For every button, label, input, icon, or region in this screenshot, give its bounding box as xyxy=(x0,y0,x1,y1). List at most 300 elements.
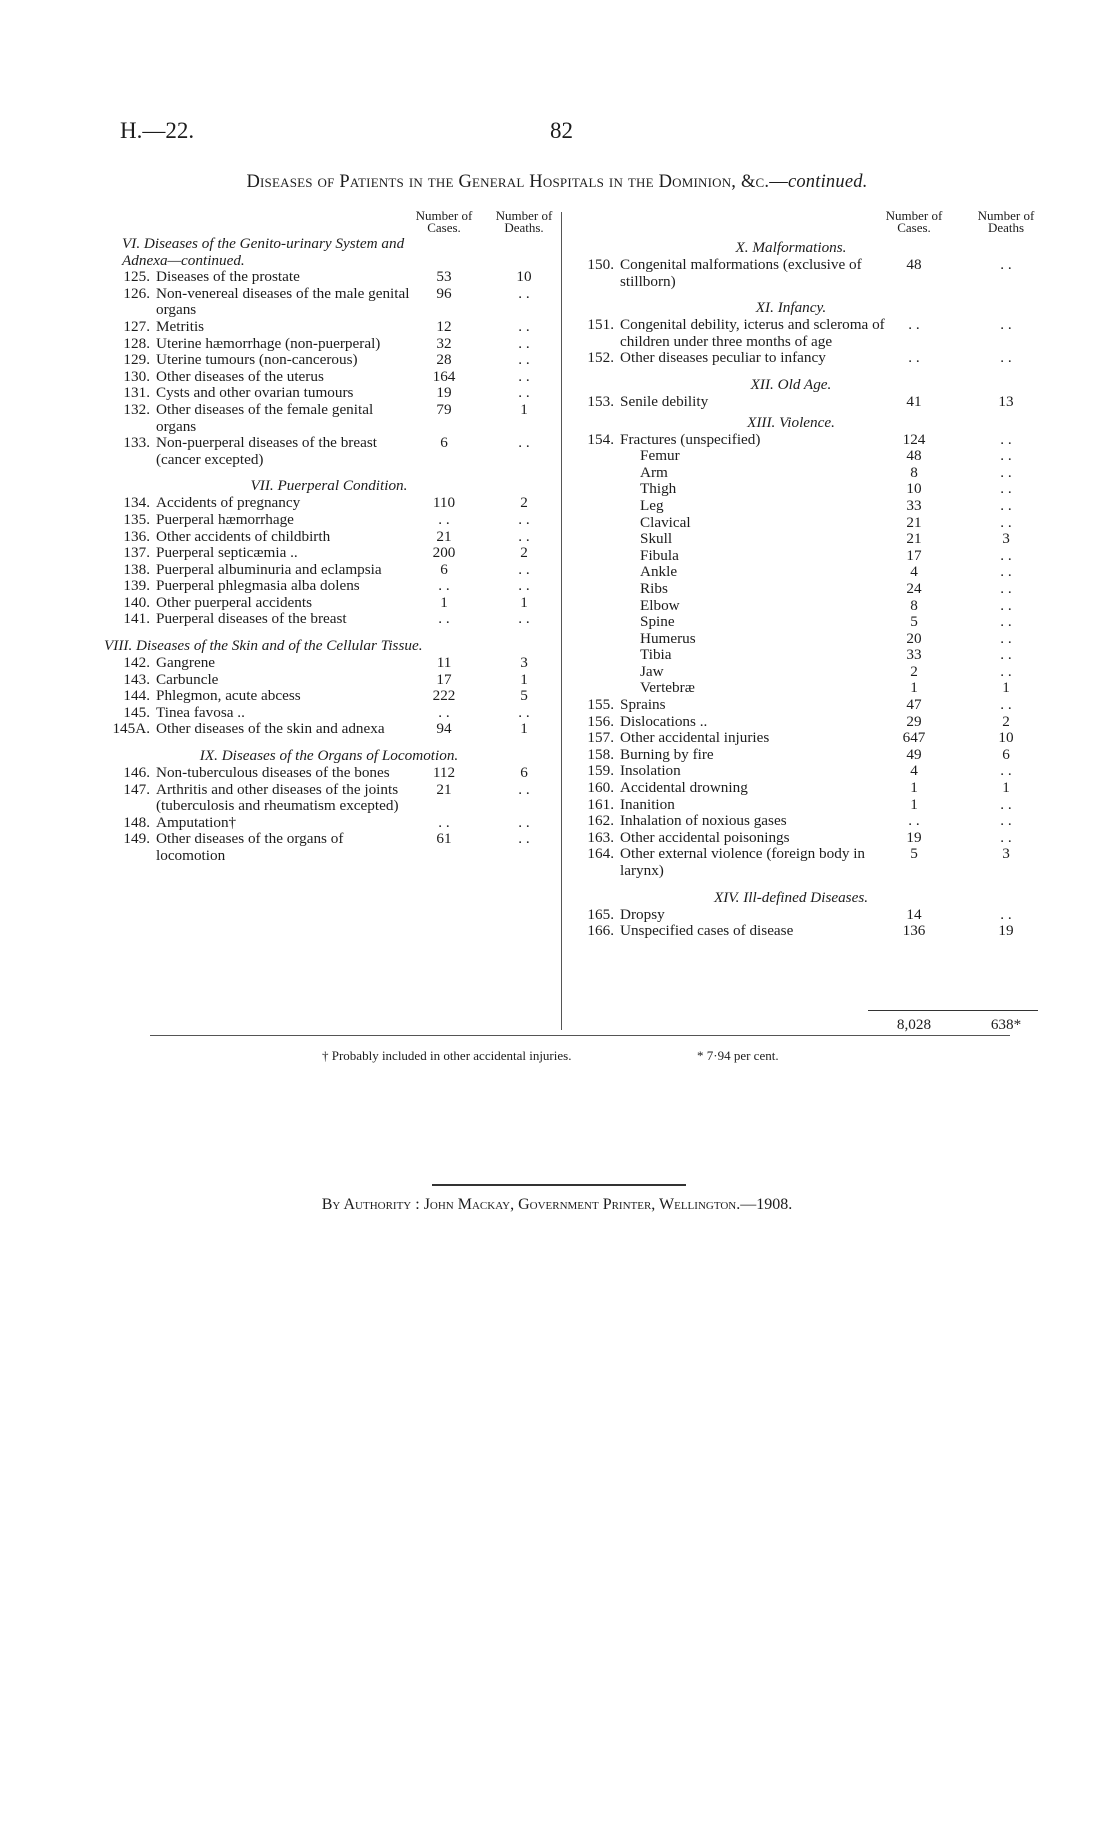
row-label: Non-puerperal diseases of the breast (cancer excepted) xyxy=(156,434,377,468)
deaths-value: 19 xyxy=(998,922,1014,940)
row-label: Humerus xyxy=(640,629,696,647)
deaths-value: . . xyxy=(518,703,530,721)
row-number: 144. xyxy=(123,687,150,705)
row-label: Carbuncle xyxy=(156,670,219,688)
row-number: 126. xyxy=(123,284,150,302)
section-title: VII. Puerperal Condition. xyxy=(250,477,408,495)
cases-value: 8 xyxy=(910,596,918,614)
cases-value: 96 xyxy=(436,284,452,302)
row-label: Non-venereal diseases of the male genital organs xyxy=(156,284,410,319)
row-label: Skull xyxy=(640,530,673,548)
cases-value: . . xyxy=(438,610,450,628)
row-number: 156. xyxy=(587,712,614,730)
section-rows xyxy=(104,655,554,738)
deaths-value: . . xyxy=(1000,762,1012,780)
table-row xyxy=(568,581,1014,598)
deaths-value: 2 xyxy=(520,494,528,512)
table-row xyxy=(568,780,1014,797)
row-label: Leg xyxy=(640,496,664,514)
cases-value: 12 xyxy=(436,317,452,335)
deaths-value: . . xyxy=(1000,646,1012,664)
row-number: 125. xyxy=(123,268,150,286)
left-column-header xyxy=(104,210,554,256)
table-row xyxy=(104,765,554,782)
table-row xyxy=(568,465,1014,482)
table-row xyxy=(104,385,554,402)
cases-value: 28 xyxy=(436,351,452,369)
table-row xyxy=(104,672,554,689)
deaths-value: . . xyxy=(518,351,530,369)
cases-value: 110 xyxy=(432,494,456,512)
table-row xyxy=(104,286,554,319)
deaths-value: . . xyxy=(1000,563,1012,581)
row-label: Spine xyxy=(640,613,675,631)
deaths-value: . . xyxy=(1000,828,1012,846)
table-row xyxy=(104,595,554,612)
row-number: 149. xyxy=(123,830,150,848)
cases-value: 5 xyxy=(910,845,918,863)
deaths-value: . . xyxy=(518,780,530,798)
deaths-value: . . xyxy=(1000,579,1012,597)
row-number: 155. xyxy=(587,696,614,714)
table-row xyxy=(104,435,554,468)
table-row xyxy=(568,614,1014,631)
deaths-value: . . xyxy=(518,334,530,352)
row-label: Vertebræ xyxy=(640,679,695,697)
row-number: 145A. xyxy=(112,720,150,738)
row-label: Other diseases of the skin and adnexa xyxy=(156,720,385,738)
row-label: Burning by fire xyxy=(620,745,714,763)
table-row xyxy=(568,830,1014,847)
table-row xyxy=(568,448,1014,465)
deaths-value: 1 xyxy=(520,400,528,418)
section-rows xyxy=(104,765,554,865)
row-number: 159. xyxy=(587,762,614,780)
cases-value: 8 xyxy=(910,463,918,481)
row-label: Other diseases of the organs of locomotion xyxy=(156,830,344,864)
table-row xyxy=(104,578,554,595)
table-row xyxy=(104,815,554,832)
section-title: VI. Diseases of the Genito-urinary System and Adnexa—continued. xyxy=(122,235,405,269)
deaths-value: . . xyxy=(1000,496,1012,514)
deaths-value: . . xyxy=(1000,662,1012,680)
deaths-value: . . xyxy=(518,560,530,578)
cases-value: 11 xyxy=(436,654,452,672)
cases-header: Number of Cases. xyxy=(885,208,943,236)
row-number: 138. xyxy=(123,560,150,578)
deaths-value: 1 xyxy=(1002,679,1010,697)
cases-value: 5 xyxy=(910,613,918,631)
deaths-value: 10 xyxy=(516,268,532,286)
row-number: 137. xyxy=(123,544,150,562)
row-label: Other accidental injuries xyxy=(620,729,770,747)
table-row xyxy=(568,763,1014,780)
deaths-value: 3 xyxy=(520,654,528,672)
deaths-value: 5 xyxy=(520,687,528,705)
row-number: 164. xyxy=(587,845,614,863)
section-title: XIV. Ill-defined Diseases. xyxy=(713,888,869,906)
section-rows xyxy=(568,394,1014,411)
cases-value: . . xyxy=(908,812,920,830)
table-row xyxy=(104,402,554,435)
deaths-header: Number of Deaths xyxy=(977,208,1035,236)
row-label: Ankle xyxy=(640,563,678,581)
row-number: 139. xyxy=(123,577,150,595)
deaths-value: 13 xyxy=(998,392,1014,410)
deaths-value: 2 xyxy=(520,544,528,562)
deaths-value: . . xyxy=(1000,256,1012,273)
row-number: 148. xyxy=(123,813,150,831)
deaths-value: . . xyxy=(518,510,530,528)
row-label: Other diseases peculiar to infancy xyxy=(620,349,826,367)
table-row xyxy=(104,495,554,512)
row-label: Clavical xyxy=(640,513,691,531)
row-label: Inhalation of noxious gases xyxy=(620,812,787,830)
row-number: 130. xyxy=(123,367,150,385)
row-number: 163. xyxy=(587,828,614,846)
section-rows xyxy=(104,269,554,468)
deaths-value: . . xyxy=(518,284,530,302)
left-column xyxy=(104,210,554,865)
table-row xyxy=(104,369,554,386)
column-divider xyxy=(561,212,562,1030)
table-row xyxy=(568,697,1014,714)
deaths-value: . . xyxy=(1000,480,1012,498)
row-label: Elbow xyxy=(640,596,680,614)
row-label: Accidental drowning xyxy=(620,779,748,797)
deaths-value: . . xyxy=(1000,546,1012,564)
deaths-value: . . xyxy=(1000,316,1012,334)
row-number: 151. xyxy=(587,316,614,334)
deaths-value: . . xyxy=(518,367,530,385)
deaths-value: . . xyxy=(518,434,530,452)
row-number: 142. xyxy=(123,654,150,672)
deaths-value: . . xyxy=(1000,513,1012,531)
table-row xyxy=(568,515,1014,532)
deaths-value: 1 xyxy=(520,593,528,611)
section-rows xyxy=(568,257,1014,290)
cases-value: 20 xyxy=(906,629,922,647)
row-label: Diseases of the prostate xyxy=(156,268,300,286)
deaths-value: . . xyxy=(1000,596,1012,614)
row-label: Puerperal hæmorrhage xyxy=(156,510,294,528)
row-number: 166. xyxy=(587,922,614,940)
deaths-value: . . xyxy=(518,384,530,402)
table-row xyxy=(104,721,554,738)
row-number: 165. xyxy=(587,905,614,923)
deaths-value: 3 xyxy=(1002,845,1010,863)
row-label: Tibia xyxy=(640,646,672,664)
section-title: XII. Old Age. xyxy=(750,375,832,393)
table-row xyxy=(104,655,554,672)
title-main: Diseases of Patients in the General Hospitals in the Dominion, &c.— xyxy=(246,172,788,192)
deaths-value: . . xyxy=(1000,430,1012,448)
right-column xyxy=(568,208,1035,940)
deaths-value: . . xyxy=(1000,613,1012,631)
section-rows xyxy=(104,495,554,628)
row-label: Thigh xyxy=(640,480,677,498)
row-number: 160. xyxy=(587,779,614,797)
cases-value: . . xyxy=(908,349,920,367)
row-label: Puerperal diseases of the breast xyxy=(156,610,347,628)
deaths-value: . . xyxy=(1000,349,1012,367)
table-row xyxy=(568,714,1014,731)
table-row xyxy=(568,394,1014,411)
cases-value: 112 xyxy=(432,764,456,782)
cases-value: . . xyxy=(438,703,450,721)
deaths-value: . . xyxy=(1000,629,1012,647)
table-row xyxy=(568,631,1014,648)
cases-value: 21 xyxy=(436,527,452,545)
row-label: Fibula xyxy=(640,546,679,564)
table-row xyxy=(568,680,1014,697)
row-label: Arm xyxy=(640,463,668,481)
deaths-value: . . xyxy=(1000,812,1012,830)
row-number: 158. xyxy=(587,745,614,763)
deaths-value: 1 xyxy=(520,720,528,738)
row-number: 162. xyxy=(587,812,614,830)
row-number: 135. xyxy=(123,510,150,528)
table-row xyxy=(568,257,1014,290)
row-label: Metritis xyxy=(156,317,205,335)
cases-value: 6 xyxy=(440,560,448,578)
cases-value: 41 xyxy=(906,392,922,410)
row-number: 127. xyxy=(123,317,150,335)
table-row xyxy=(104,611,554,628)
cases-value: 17 xyxy=(906,546,922,564)
table-row xyxy=(568,564,1014,581)
row-label: Dislocations .. xyxy=(620,712,708,730)
table-bottom-rule xyxy=(150,1035,1010,1036)
cases-value: 94 xyxy=(436,720,452,738)
cases-value: 19 xyxy=(906,828,922,846)
cases-value: 1 xyxy=(910,679,918,697)
cases-value: 6 xyxy=(440,434,448,452)
section-title: VIII. Diseases of the Skin and of the Cellular Tissue. xyxy=(104,637,423,655)
table-row xyxy=(568,481,1014,498)
row-label: Other diseases of the female genital organs xyxy=(156,400,374,435)
cases-value: 29 xyxy=(906,712,922,730)
row-number: 128. xyxy=(123,334,150,352)
table-row xyxy=(104,688,554,705)
cases-value: . . xyxy=(438,813,450,831)
row-label: Other accidental poisonings xyxy=(620,828,790,846)
cases-value: 61 xyxy=(436,830,452,848)
table-row xyxy=(104,269,554,286)
cases-value: 21 xyxy=(906,530,922,548)
deaths-value: . . xyxy=(518,527,530,545)
section-rows xyxy=(568,317,1014,367)
cases-value: 222 xyxy=(432,687,456,705)
imprint: By Authority : John Mackay, Government Printer, Wellington.—1908. xyxy=(321,1196,793,1213)
deaths-value: 2 xyxy=(1002,712,1010,730)
row-label: Uterine hæmorrhage (non-puerperal) xyxy=(156,334,381,352)
deaths-value: . . xyxy=(518,577,530,595)
row-label: Other accidents of childbirth xyxy=(156,527,331,545)
title-suffix: continued. xyxy=(787,172,868,192)
row-number: 143. xyxy=(123,670,150,688)
table-row xyxy=(568,747,1014,764)
deaths-value: . . xyxy=(1000,795,1012,813)
footnote-asterisk: * 7·94 per cent. xyxy=(697,1048,779,1063)
row-label: Gangrene xyxy=(156,654,216,672)
row-number: 136. xyxy=(123,527,150,545)
section-rows xyxy=(568,432,1014,880)
table-row xyxy=(568,923,1014,940)
section-title: IX. Diseases of the Organs of Locomotion. xyxy=(199,747,459,765)
table-row xyxy=(568,548,1014,565)
cases-value: 17 xyxy=(436,670,452,688)
deaths-value: . . xyxy=(518,317,530,335)
imprint-rule xyxy=(432,1184,686,1186)
cases-value: . . xyxy=(438,510,450,528)
footnote-dagger: † Probably included in other accidental injuries. xyxy=(322,1048,572,1063)
table-row xyxy=(104,352,554,369)
table-row xyxy=(568,797,1014,814)
row-label: Accidents of pregnancy xyxy=(156,494,301,512)
deaths-value: . . xyxy=(518,830,530,848)
row-label: Other puerperal accidents xyxy=(156,593,313,611)
deaths-value: 1 xyxy=(520,670,528,688)
deaths-value: . . xyxy=(1000,696,1012,714)
total-rule xyxy=(868,1010,1038,1011)
deaths-value: 6 xyxy=(520,764,528,782)
table-row xyxy=(104,782,554,815)
cases-value: 47 xyxy=(906,696,922,714)
deaths-value: . . xyxy=(1000,447,1012,465)
cases-value: 14 xyxy=(906,905,922,923)
row-label: Congenital debility, icterus and scleroma of children under three months of age xyxy=(620,316,885,350)
row-label: Uterine tumours (non-cancerous) xyxy=(156,351,358,369)
row-number: 145. xyxy=(123,703,150,721)
table-row xyxy=(104,705,554,722)
row-number: 141. xyxy=(123,610,150,628)
cases-value: 21 xyxy=(906,513,922,531)
table-row xyxy=(104,319,554,336)
cases-value: 1 xyxy=(440,593,448,611)
row-label: Inanition xyxy=(620,795,675,813)
cases-value: 32 xyxy=(436,334,452,352)
cases-value: . . xyxy=(908,316,920,334)
section-title: XI. Infancy. xyxy=(755,299,827,317)
row-label: Ribs xyxy=(640,579,668,597)
row-number: 147. xyxy=(123,780,150,798)
table-row xyxy=(568,730,1014,747)
table-row xyxy=(104,512,554,529)
row-number: 157. xyxy=(587,729,614,747)
cases-value: 1 xyxy=(910,779,918,797)
row-label: Femur xyxy=(640,447,680,465)
deaths-value: 6 xyxy=(1002,745,1010,763)
row-number: 154. xyxy=(587,430,614,448)
deaths-value: . . xyxy=(1000,463,1012,481)
row-label: Cysts and other ovarian tumours xyxy=(156,384,354,402)
row-number: 146. xyxy=(123,764,150,782)
table-row xyxy=(568,498,1014,515)
row-label: Sprains xyxy=(620,696,666,714)
page-title xyxy=(0,172,1114,193)
section-title: X. Malformations. xyxy=(735,239,847,256)
table-row xyxy=(568,350,1014,367)
deaths-value: . . xyxy=(1000,905,1012,923)
row-label: Jaw xyxy=(640,662,664,680)
row-label: Congenital malformations (exclusive of stillborn) xyxy=(620,256,862,290)
total-cases: 8,028 xyxy=(896,1016,932,1033)
table-row xyxy=(568,317,1014,350)
deaths-header: Number of Deaths. xyxy=(495,208,553,236)
row-number: 152. xyxy=(587,349,614,367)
cases-value: 33 xyxy=(906,646,922,664)
row-label: Arthritis and other diseases of the joints (tuberculosis and rheumatism excepted) xyxy=(156,780,399,815)
row-label: Fractures (unspecified) xyxy=(620,430,761,448)
row-label: Puerperal albuminuria and eclampsia xyxy=(156,560,382,578)
cases-value: 21 xyxy=(436,780,452,798)
cases-value: 10 xyxy=(906,480,922,498)
table-row xyxy=(568,432,1014,449)
table-row xyxy=(104,529,554,546)
table-row xyxy=(104,562,554,579)
row-number: 131. xyxy=(123,384,150,402)
cases-value: 19 xyxy=(436,384,452,402)
cases-value: 124 xyxy=(902,430,926,448)
row-label: Senile debility xyxy=(620,392,709,410)
cases-header: Number of Cases. xyxy=(415,208,473,236)
table-row xyxy=(104,545,554,562)
table-row xyxy=(568,907,1014,924)
row-label: Other external violence (foreign body in larynx) xyxy=(620,845,866,879)
row-label: Tinea favosa .. xyxy=(156,703,245,721)
cases-value: 164 xyxy=(432,367,456,385)
section-title: XIII. Violence. xyxy=(747,413,835,431)
cases-value: 136 xyxy=(902,922,926,940)
cases-value: 48 xyxy=(906,256,922,273)
row-label: Non-tuberculous diseases of the bones xyxy=(156,764,390,782)
row-label: Unspecified cases of disease xyxy=(620,922,794,940)
deaths-value: 3 xyxy=(1002,530,1010,548)
cases-value: 1 xyxy=(910,795,918,813)
cases-value: 49 xyxy=(906,745,922,763)
right-column-header xyxy=(568,208,1035,240)
table-row xyxy=(104,336,554,353)
row-number: 134. xyxy=(123,494,150,512)
total-deaths: 638* xyxy=(990,1016,1022,1033)
deaths-value: . . xyxy=(518,610,530,628)
table-row xyxy=(568,846,1014,879)
row-number: 132. xyxy=(123,400,150,418)
section-rows xyxy=(568,907,1014,940)
cases-value: 53 xyxy=(436,268,452,286)
row-label: Dropsy xyxy=(620,905,665,923)
table-row xyxy=(568,813,1014,830)
cases-value: 33 xyxy=(906,496,922,514)
cases-value: 24 xyxy=(906,579,922,597)
cases-value: 2 xyxy=(910,662,918,680)
row-label: Insolation xyxy=(620,762,681,780)
row-number: 129. xyxy=(123,351,150,369)
cases-value: 4 xyxy=(910,762,918,780)
cases-value: 4 xyxy=(910,563,918,581)
page-number: 82 xyxy=(550,118,573,143)
deaths-value: 10 xyxy=(998,729,1014,747)
table-row xyxy=(568,647,1014,664)
table-row xyxy=(568,664,1014,681)
table-row xyxy=(104,831,554,864)
row-number: 161. xyxy=(587,795,614,813)
cases-value: 647 xyxy=(902,729,926,747)
cases-value: 200 xyxy=(432,544,456,562)
row-number: 133. xyxy=(123,434,150,452)
table-row xyxy=(568,531,1014,548)
